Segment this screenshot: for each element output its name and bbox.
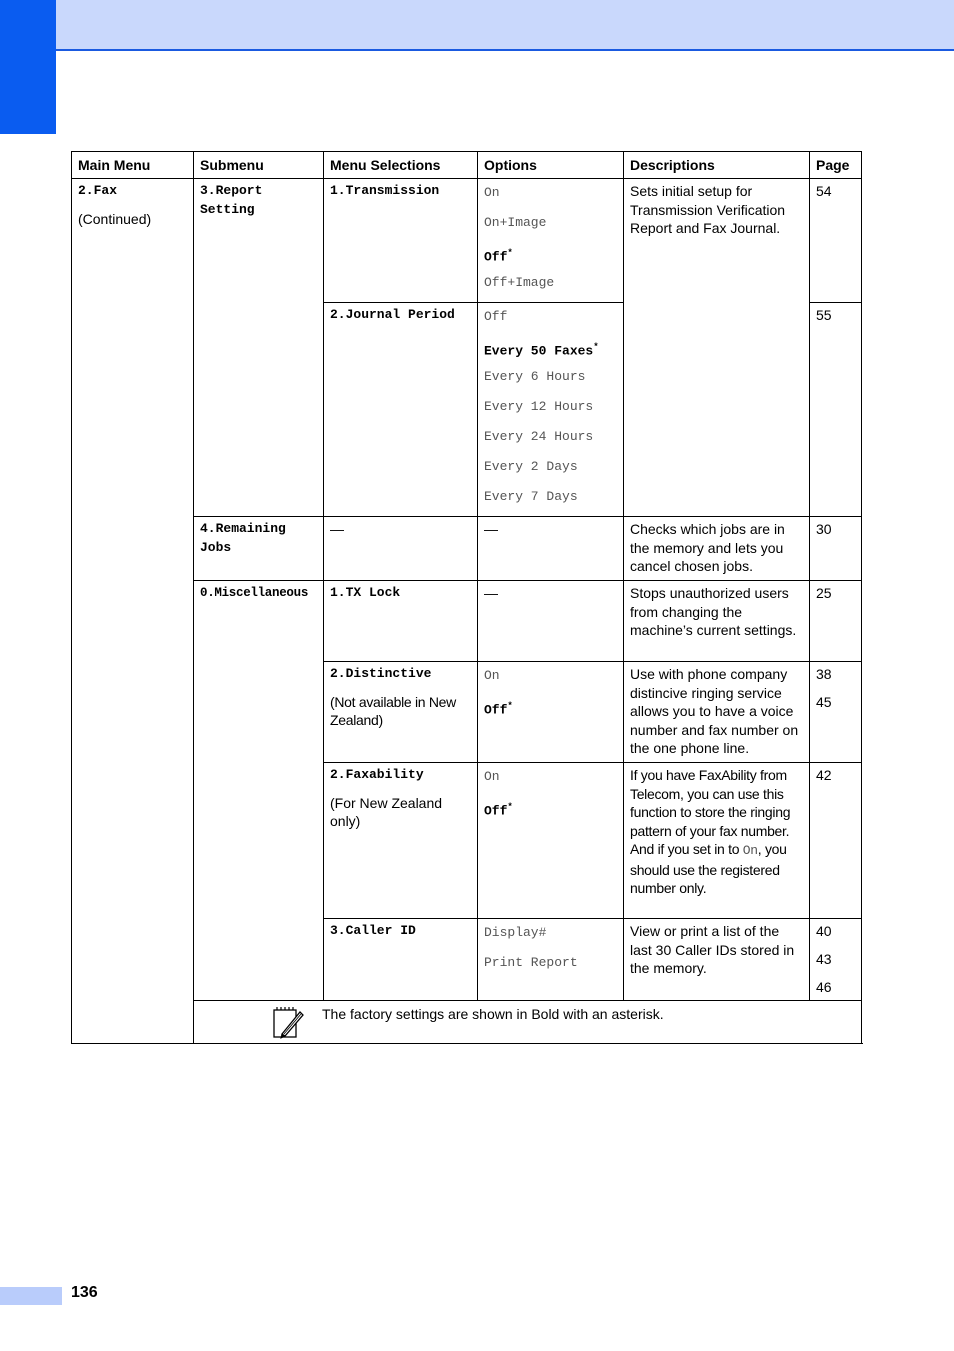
submenu-remaining-jobs: 4.Remaining Jobs	[194, 517, 324, 581]
default-marker: *	[593, 342, 599, 352]
options-list	[484, 919, 617, 982]
col-options: Options	[478, 152, 624, 179]
option-item: On+Image	[484, 215, 547, 230]
header-band	[0, 0, 954, 51]
col-descriptions: Descriptions	[624, 152, 810, 179]
option-item: Print Report	[484, 955, 578, 970]
option-item: On	[484, 185, 500, 200]
main-menu-note: (Continued)	[78, 210, 152, 227]
col-submenu: Submenu	[194, 152, 324, 179]
option-item: On	[484, 769, 500, 784]
default-marker: *	[507, 248, 513, 258]
description-faxability-note: And if you set in to On, you should use the registered number only.	[630, 841, 787, 896]
options-faxability	[478, 763, 624, 919]
option-item: Every 2 Days	[484, 459, 578, 474]
col-page: Page	[810, 152, 862, 179]
option-item: Every 24 Hours	[484, 429, 594, 444]
chapter-tab	[0, 0, 56, 134]
option-item: On	[484, 668, 500, 683]
page-number: 136	[71, 1284, 98, 1301]
options-tx-lock: —	[478, 581, 624, 662]
options-list	[484, 303, 617, 516]
options-journal-period	[478, 303, 624, 517]
page-distinctive: 38 45	[810, 662, 862, 763]
footer-bar	[0, 1287, 62, 1305]
description-distinctive: Use with phone company distincive ringing service allows you to have a voice number and fax number on the one phone line.	[624, 662, 810, 763]
options-caller-id	[478, 919, 624, 1001]
col-menu-selections: Menu Selections	[324, 152, 478, 179]
page-faxability: 42	[810, 763, 862, 919]
default-marker: *	[507, 701, 513, 711]
note-text: The factory settings are shown in Bold with an asterisk.	[322, 1006, 664, 1022]
description-caller-id: View or print a list of the last 30 Caller IDs stored in the memory.	[624, 919, 810, 1001]
options-list	[484, 179, 617, 302]
menu-table	[71, 151, 862, 1044]
page-remaining: 30	[810, 517, 862, 581]
option-item-default: Every 50 Faxes*	[484, 342, 599, 359]
description-remaining: Checks which jobs are in the memory and lets you cancel chosen jobs.	[624, 517, 810, 581]
options-remaining: —	[478, 517, 624, 581]
page-transmission: 54	[810, 179, 862, 303]
description-tx-lock: Stops unauthorized users from changing the machine’s current settings.	[624, 581, 810, 662]
option-item: Every 6 Hours	[484, 369, 586, 384]
header-row	[72, 152, 862, 179]
options-transmission	[478, 179, 624, 303]
selection-distinctive: 2.Distinctive (Not available in New Zealand)	[324, 662, 478, 763]
main-menu-cell	[72, 179, 194, 1044]
selection-remaining: —	[324, 517, 478, 581]
options-list	[484, 763, 617, 826]
options-distinctive	[478, 662, 624, 763]
selection-caller-id: 3.Caller ID	[324, 919, 478, 1001]
option-item: Off+Image	[484, 275, 555, 290]
selection-tx-lock: 1.TX Lock	[324, 581, 478, 662]
option-item: Every 7 Days	[484, 489, 578, 504]
page-tx-lock: 25	[810, 581, 862, 662]
col-main-menu: Main Menu	[72, 152, 194, 179]
option-item: Off	[484, 309, 508, 324]
page-journal-period: 55	[810, 303, 862, 517]
selection-transmission: 1.Transmission	[324, 179, 478, 303]
option-item: Display#	[484, 925, 547, 940]
option-item-default: Off*	[484, 701, 513, 718]
option-item-default: Off*	[484, 248, 513, 265]
submenu-miscellaneous: 0.Miscellaneous	[194, 581, 324, 1001]
option-item: Every 12 Hours	[484, 399, 594, 414]
options-list	[484, 662, 617, 725]
selection-faxability: 2.Faxability (For New Zealand only)	[324, 763, 478, 919]
page-caller-id: 40 43 46	[810, 919, 862, 1001]
default-marker: *	[507, 802, 513, 812]
option-item-default: Off*	[484, 802, 513, 819]
table-row	[72, 179, 862, 303]
main-menu-label: 2.Fax	[78, 183, 118, 198]
selection-journal-period: 2.Journal Period	[324, 303, 478, 517]
notepad-pencil-icon	[272, 1005, 304, 1039]
description-transmission: Sets initial setup for Transmission Verification Report and Fax Journal.	[624, 179, 810, 517]
description-faxability: If you have FaxAbility from Telecom, you can use this function to store the ringing pattern of your fax number. And if you set in to On, you should use the registered number only.	[624, 763, 810, 919]
submenu-report-setting: 3.Report Setting	[194, 179, 324, 517]
